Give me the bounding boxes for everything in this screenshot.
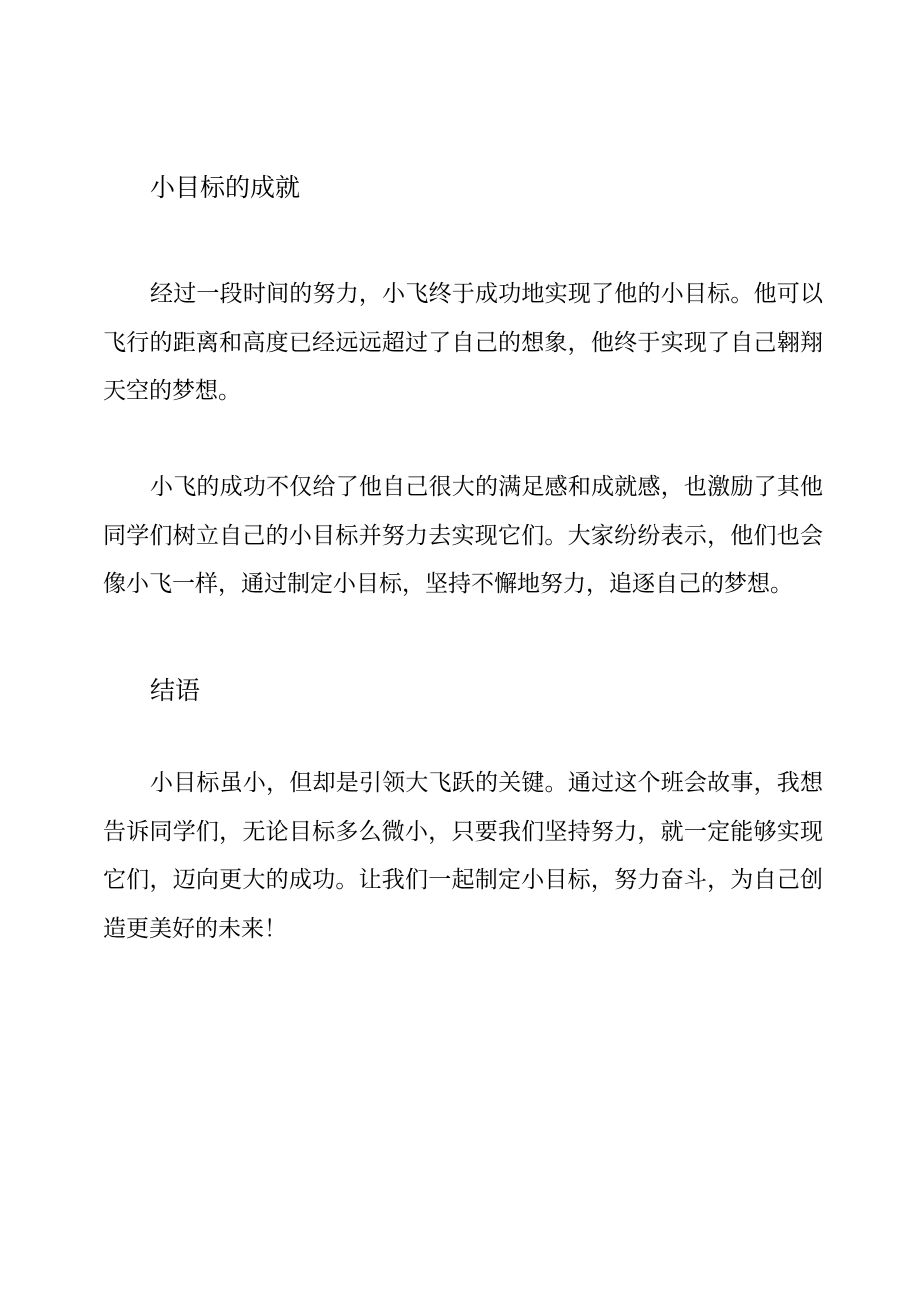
paragraph-achievement-1: 经过一段时间的努力，小飞终于成功地实现了他的小目标。他可以飞行的距离和高度已经远远超过了自己的想象，他终于实现了自己翱翔天空的梦想。: [103, 281, 823, 404]
paragraph-achievement-2: 小飞的成功不仅给了他自己很大的满足感和成就感，也激励了其他同学们树立自己的小目标并努力去实现它们。大家纷纷表示，他们也会像小飞一样，通过制定小目标，坚持不懈地努力，追逐自己的梦想。: [103, 474, 823, 597]
section-heading-conclusion: 结语: [150, 676, 201, 705]
paragraph-conclusion-1: 小目标虽小，但却是引领大飞跃的关键。通过这个班会故事，我想告诉同学们，无论目标多么微小，只要我们坚持努力，就一定能够实现它们，迈向更大的成功。让我们一起制定小目标，努力奋斗，为自己创造更美好的未来！: [103, 770, 823, 942]
section-heading-achievement: 小目标的成就: [150, 173, 301, 202]
